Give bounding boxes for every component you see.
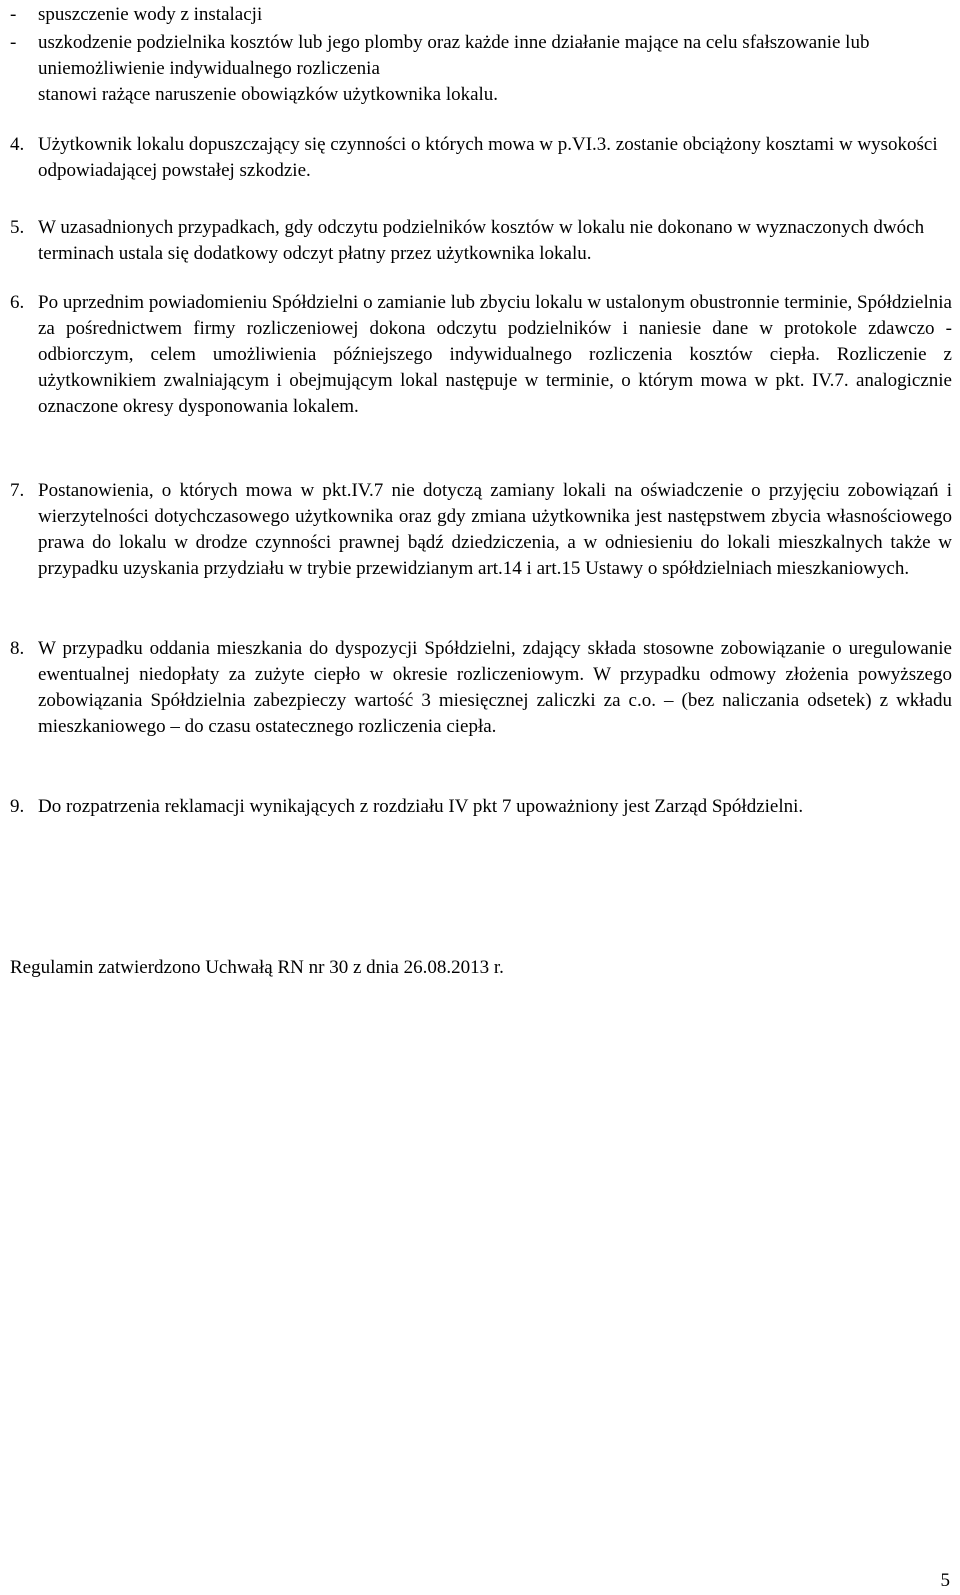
paragraph-number: 5. — [10, 217, 25, 238]
approval-note: Regulamin zatwierdzono Uchwałą RN nr 30 z dnia 26.08.2013 r. — [10, 957, 504, 978]
paragraph-text: Postanowienia, o których mowa w pkt.IV.7 nie dotyczą zamiany lokali na oświadczenie o przyjęciu zobowiązań i wierzytelności dotychczasowego użytkownika oraz gdy zmiana użytkownika jest następstwem zbycia własnościowego prawa do lokalu w drodze czynności prawnej bądź dziedziczenia, a w odniesieniu do lokali mieszkalnych także w przypadku uzyskania przydziału w trybie przewidzianym art.14 i art.15 Ustawy o spółdzielniach mieszkaniowych. — [38, 480, 952, 579]
bullet-text: uszkodzenie podzielnika kosztów lub jego plomby oraz każde inne działanie mające na celu sfałszowanie lub uniemożliwienie indywidualnego rozliczenia — [38, 32, 870, 79]
numbered-paragraph-4 — [10, 132, 952, 184]
paragraph-number: 6. — [10, 292, 25, 313]
paragraph-text: Użytkownik lokalu dopuszczający się czynności o których mowa w p.VI.3. zostanie obciążony kosztami w wysokości odpowiadającej powstałej szkodzie. — [38, 134, 938, 181]
numbered-paragraph-5 — [10, 215, 952, 267]
numbered-paragraph-8 — [10, 636, 952, 740]
numbered-paragraph-6 — [10, 290, 952, 420]
paragraph-text: Do rozpatrzenia reklamacji wynikających z rozdziału IV pkt 7 upoważniony jest Zarząd Spółdzielni. — [38, 796, 804, 817]
paragraph-number: 9. — [10, 796, 25, 817]
bullets-closing-sentence: stanowi rażące naruszenie obowiązków użytkownika lokalu. — [38, 84, 499, 105]
bullet-text: spuszczenie wody z instalacji — [38, 4, 263, 25]
numbered-paragraph-7 — [10, 478, 952, 582]
bullet-item — [10, 30, 950, 82]
bullet-item — [10, 2, 950, 28]
paragraph-text: W uzasadnionych przypadkach, gdy odczytu podzielników kosztów w lokalu nie dokonano w wyznaczonych dwóch terminach ustala się dodatkowy odczyt płatny przez użytkownika lokalu. — [38, 217, 925, 264]
paragraph-number: 4. — [10, 134, 25, 155]
paragraph-text: Po uprzednim powiadomieniu Spółdzielni o zamianie lub zbyciu lokalu w ustalonym obustronnie terminie, Spółdzielnia za pośrednictwem firmy rozliczeniowej dokona odczytu podzielników i naniesie dane w protokole zdawczo - odbiorczym, celem umożliwienia późniejszego indywidualnego rozliczenia kosztów ciepła. Rozliczenie z użytkownikiem zwalniającym i obejmującym lokal następuje w terminie, o którym mowa w pkt. IV.7. analogicznie oznaczone okresy dysponowania lokalem. — [38, 292, 952, 417]
paragraph-number: 7. — [10, 480, 25, 501]
page-number: 5 — [940, 1570, 950, 1591]
bullet-dash: - — [10, 32, 17, 53]
paragraph-text: W przypadku oddania mieszkania do dyspozycji Spółdzielni, zdający składa stosowne zobowiązanie o uregulowanie ewentualnej niedopłaty za zużyte ciepło w okresie rozliczeniowym. W przypadku odmowy złożenia powyższego zobowiązania Spółdzielnia zabezpieczy wartość 3 miesięcznej zaliczki za c.o. – (bez naliczania odsetek) z wkładu mieszkaniowego – do czasu ostatecznego rozliczenia ciepła. — [38, 638, 952, 737]
paragraph-number: 8. — [10, 638, 25, 659]
numbered-paragraph-9 — [10, 794, 952, 820]
bullet-dash: - — [10, 4, 17, 25]
